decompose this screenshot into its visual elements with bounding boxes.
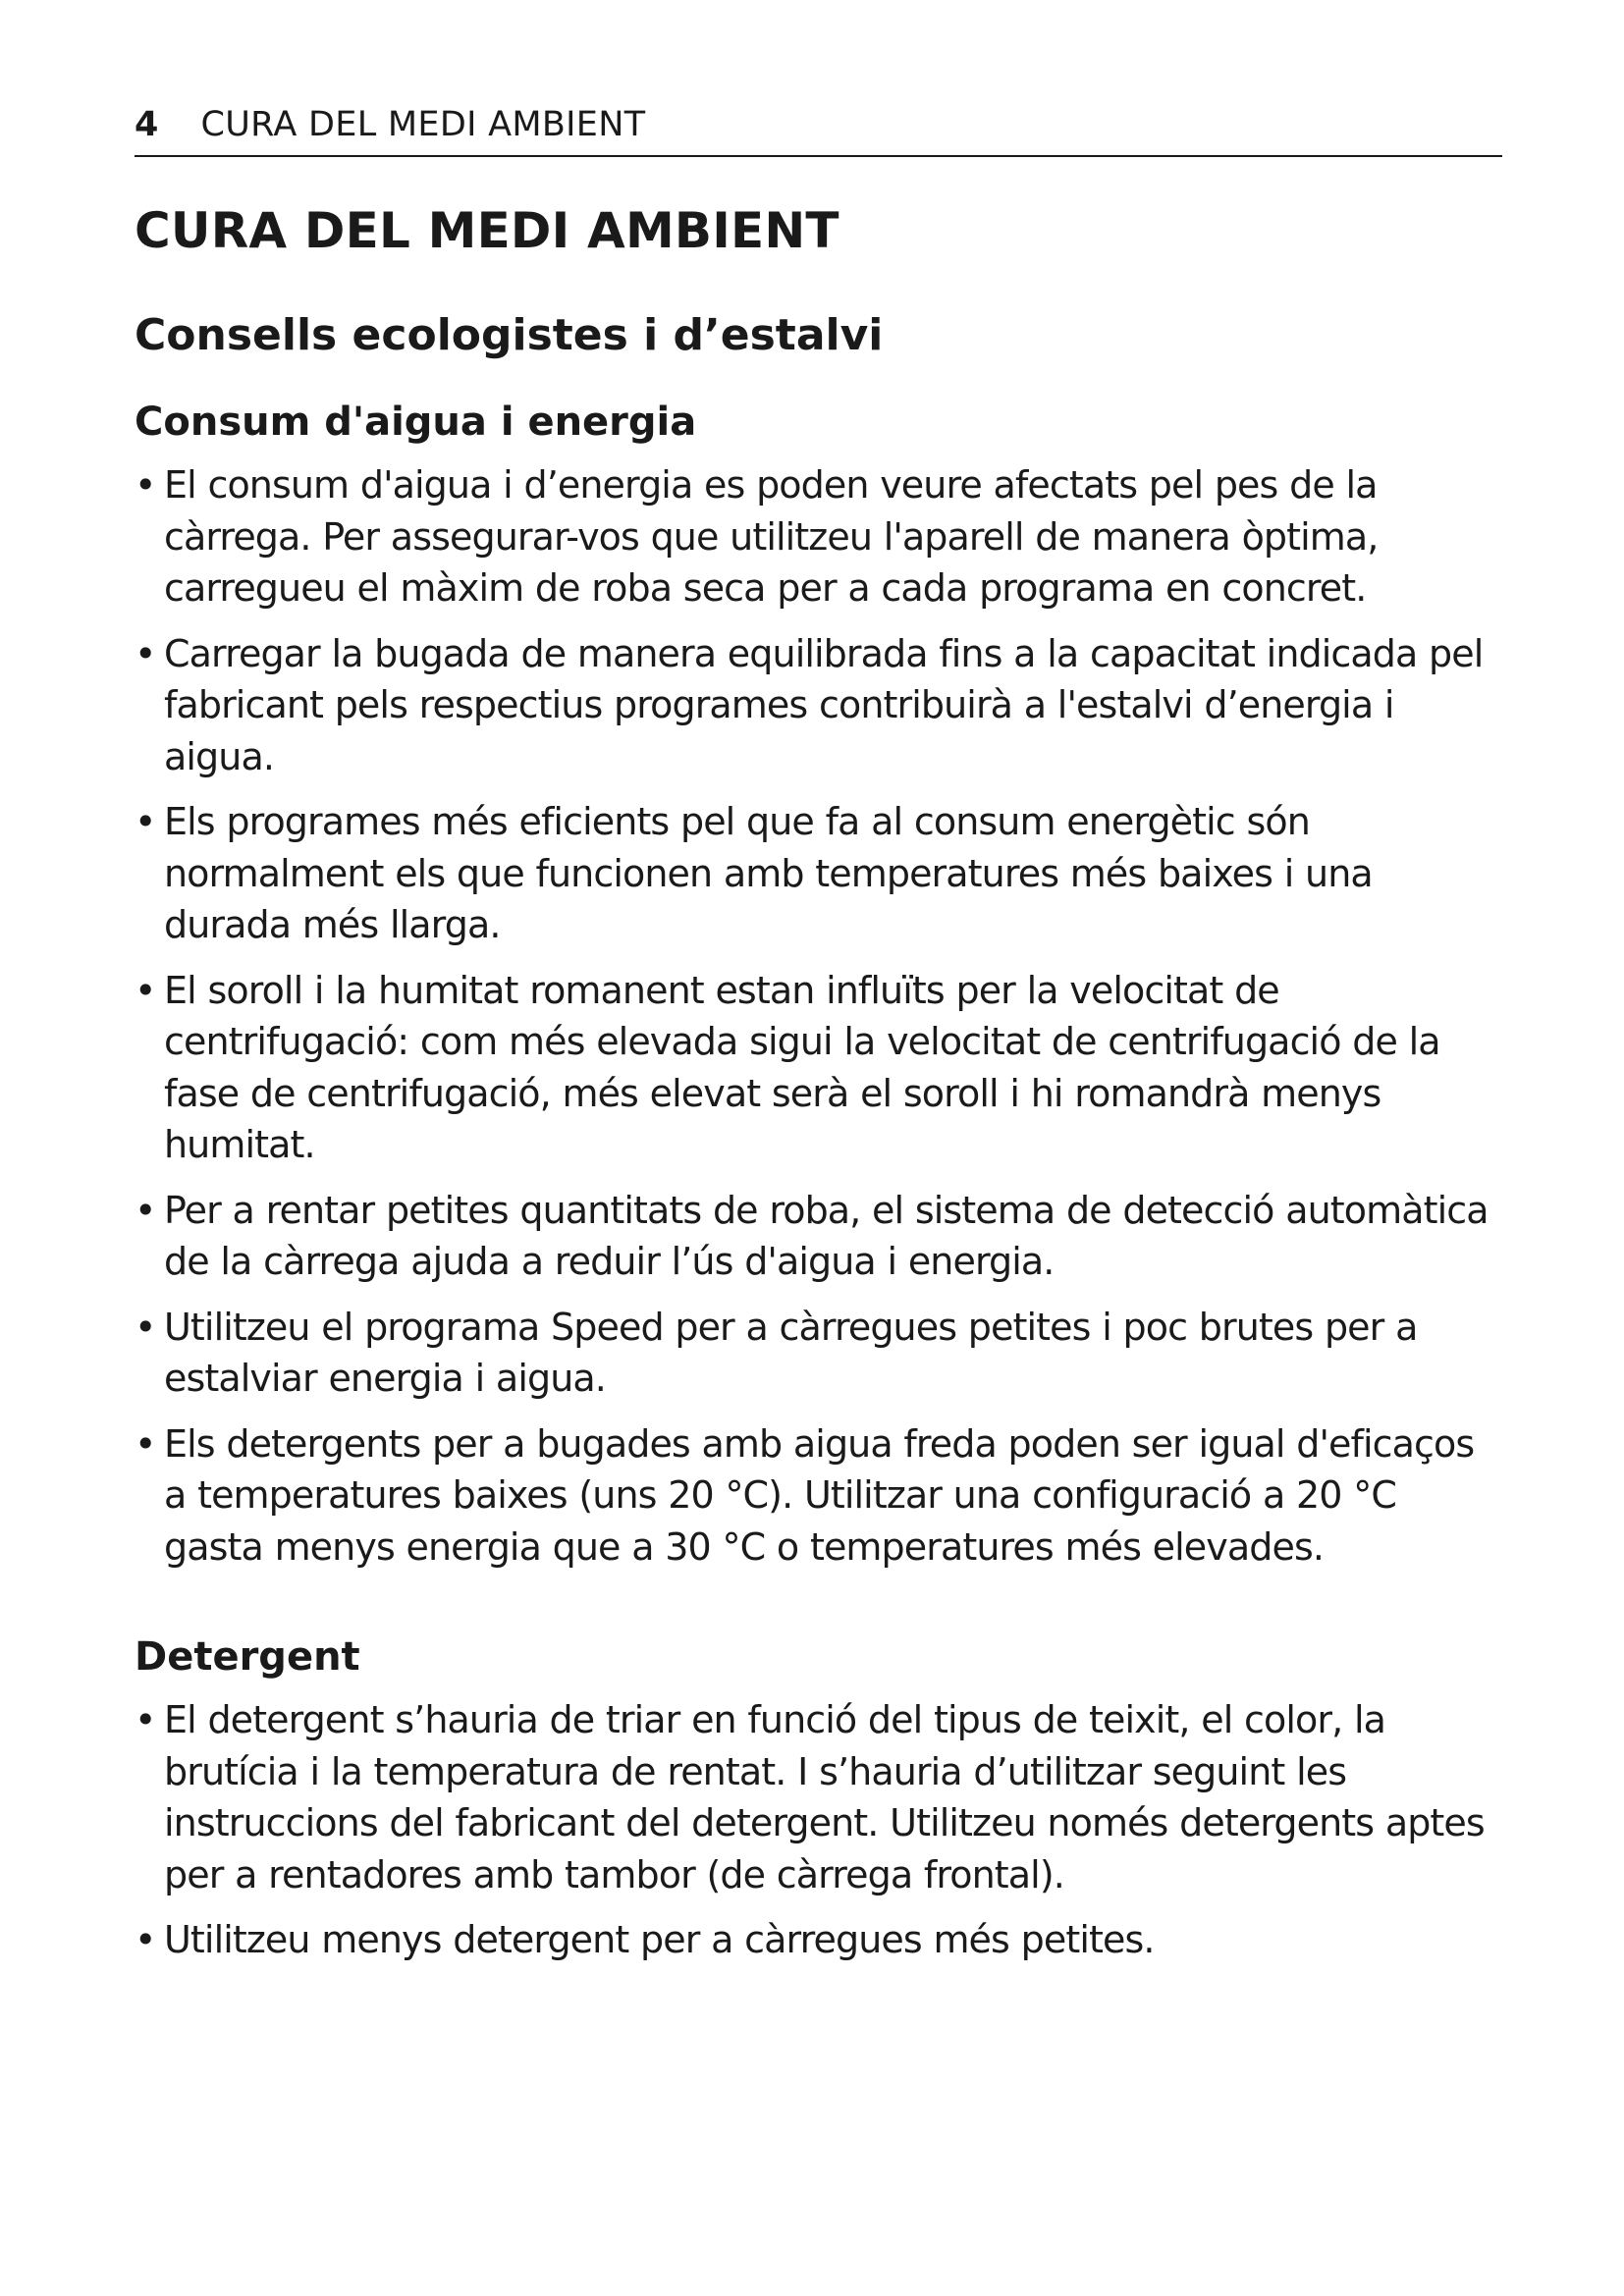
bullet-list-detergent bbox=[135, 1694, 1502, 1966]
list-item: • Carregar la bugada de manera equilibrada fins a la capacitat indicada pel fabricant pels respectius programes contribuirà a l'estalvi d’energia i aigua. bbox=[135, 628, 1502, 783]
list-item: • Utilitzeu menys detergent per a càrregues més petites. bbox=[135, 1914, 1502, 1966]
list-item: • Els detergents per a bugades amb aigua freda poden ser igual d'eficaços a temperatures baixes (uns 20 °C). Utilitzar una configuració a 20 °C gasta menys energia que a 30 °C o temperatures més elevades. bbox=[135, 1418, 1502, 1574]
page-title: CURA DEL MEDI AMBIENT bbox=[135, 202, 839, 259]
list-item: • Utilitzeu el programa Speed per a càrregues petites i poc brutes per a estalviar energia i aigua. bbox=[135, 1302, 1502, 1405]
list-item: • El soroll i la humitat romanent estan influïts per la velocitat de centrifugació: com més elevada sigui la velocitat de centrifugació de la fase de centrifugació, més elevat serà el soroll i hi romandrà menys humitat. bbox=[135, 965, 1502, 1171]
list-item: • El consum d'aigua i d’energia es poden veure afectats pel pes de la càrrega. Per assegurar-vos que utilitzeu l'aparell de manera òptima, carregueu el màxim de roba seca per a cada programa en concret. bbox=[135, 459, 1502, 614]
header-section-title: CURA DEL MEDI AMBIENT bbox=[200, 105, 646, 144]
list-item: • El detergent s’hauria de triar en funció del tipus de teixit, el color, la brutícia i la temperatura de rentat. I s’hauria d’utilitzar seguint les instruccions del fabricant del detergent. Utilitzeu només detergents aptes per a rentadores amb tambor (de càrrega frontal). bbox=[135, 1694, 1502, 1900]
list-item: • Els programes més eficients pel que fa al consum energètic són normalment els que funcionen amb temperatures més baixes i una durada més llarga. bbox=[135, 796, 1502, 951]
subtitle: Consells ecologistes i d’estalvi bbox=[135, 310, 884, 360]
bullet-list-consum bbox=[135, 459, 1502, 1573]
page-header bbox=[135, 100, 1502, 157]
page-number: 4 bbox=[135, 105, 159, 144]
list-item: • Per a rentar petites quantitats de roba, el sistema de detecció automàtica de la càrrega ajuda a reduir l’ús d'aigua i energia. bbox=[135, 1185, 1502, 1288]
page-content bbox=[135, 196, 1502, 1980]
section-heading-detergent: Detergent bbox=[135, 1634, 360, 1680]
section-heading-consum: Consum d'aigua i energia bbox=[135, 400, 697, 445]
